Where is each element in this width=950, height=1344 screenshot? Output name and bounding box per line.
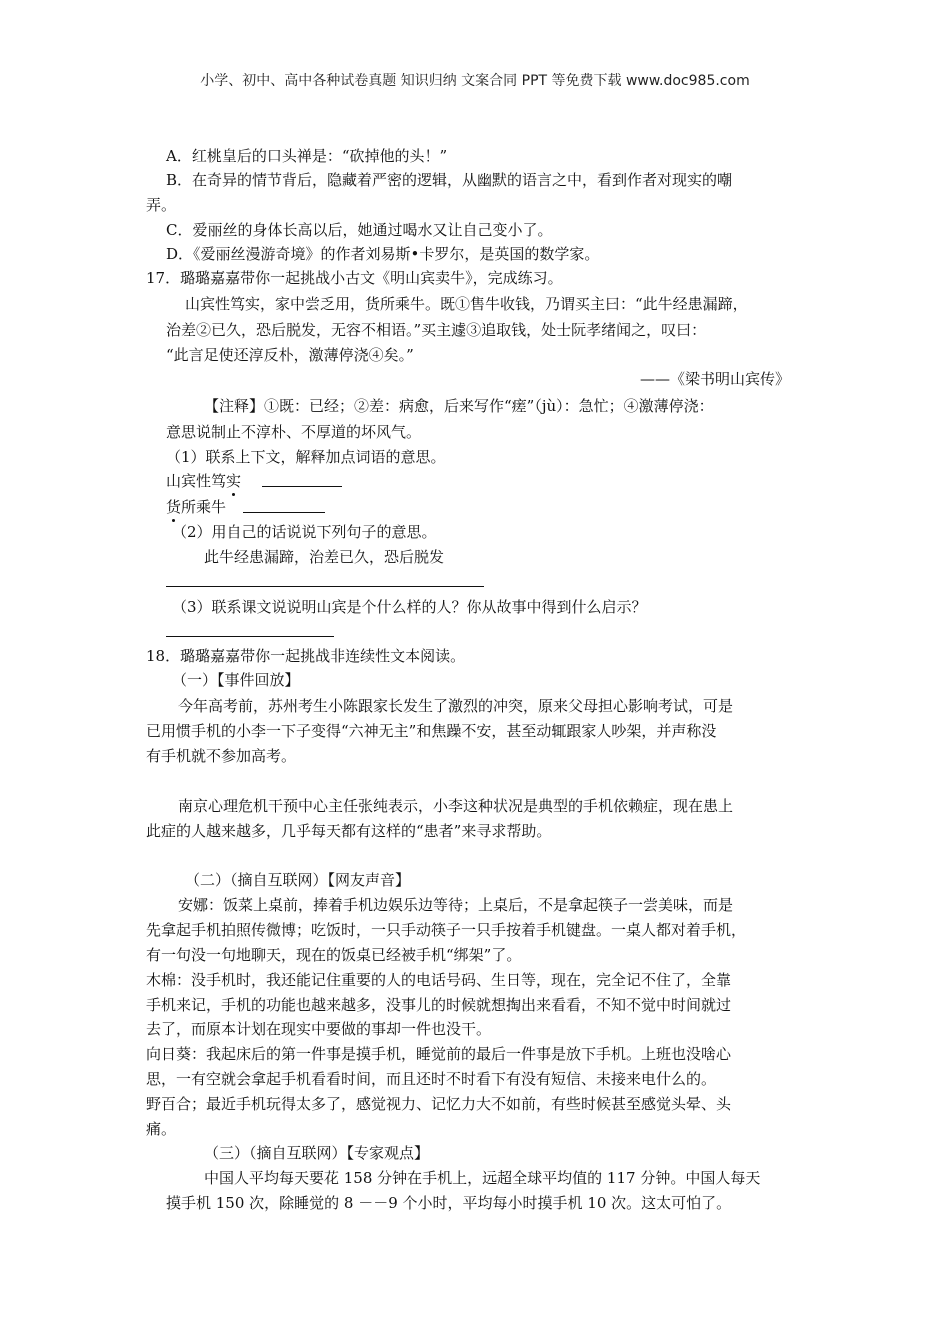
q18-s1-para2-line1: 南京心理危机干预中心主任张纯表示，小李这种状况是典型的手机依赖症，现在患上 bbox=[178, 797, 734, 815]
option-b-cont: 弄。 bbox=[146, 196, 177, 214]
q18-section-3-heading: （三）（摘自互联网）【专家观点】 bbox=[204, 1144, 430, 1162]
q17-passage-line3: “此言足使还淳反朴，激薄停浇④矣。” bbox=[166, 346, 414, 364]
q18-s3-line2: 摸手机 150 次，除睡觉的 8 －－9 个小时，平均每小时摸手机 10 次。这太可怕了。 bbox=[166, 1194, 732, 1212]
q18-s1-para1-line3: 有手机就不参加高考。 bbox=[146, 747, 297, 765]
q17-answer-line-3[interactable] bbox=[166, 586, 484, 587]
q18-sunflower-line2: 思，一有空就会拿起手机看看时间，而且还时不时看下有没有短信、未接来电什么的。 bbox=[146, 1070, 717, 1088]
page-header: 小学、初中、高中各种试卷真题 知识归纳 文案合同 PPT 等免费下载 www.doc985.com bbox=[200, 73, 750, 89]
q18-anna-line1: 安娜：饭菜上桌前，捧着手机边娱乐边等待；上桌后，不是拿起筷子一尝美味，而是 bbox=[178, 896, 734, 914]
q17-note-line1: 【注释】①既：已经；②差：病愈，后来写作“瘥”（jù）：急忙；④激薄停浇： bbox=[204, 397, 714, 415]
q18-section-2-heading: （二）（摘自互联网）【网友声音】 bbox=[185, 871, 411, 889]
q17-title: 17．璐璐嘉嘉带你一起挑战小古文《明山宾卖牛》，完成练习。 bbox=[146, 269, 563, 287]
q17-subquestion-1: （1）联系上下文，解释加点词语的意思。 bbox=[166, 448, 446, 466]
q18-lily-line2: 痛。 bbox=[146, 1120, 177, 1138]
q17-answer-line-4[interactable] bbox=[166, 636, 334, 637]
q18-anna-line3: 有一句没一句地聊天，现在的饭桌已经被手机“绑架”了。 bbox=[146, 946, 522, 964]
q18-s1-para1-line2: 已用惯手机的小李一下子变得“六神无主”和焦躁不安，甚至动辄跟家人吵架，并声称没 bbox=[146, 722, 717, 740]
q17-answer-line-2[interactable] bbox=[243, 512, 325, 513]
q17-subquestion-2: （2）用自己的话说说下列句子的意思。 bbox=[172, 523, 437, 541]
option-d: D．《爱丽丝漫游奇境》的作者刘易斯•卡罗尔，是英国的数学家。 bbox=[166, 245, 600, 263]
option-c: C．爱丽丝的身体长高以后，她通过喝水又让自己变小了。 bbox=[166, 221, 553, 239]
q17-word-2-suffix: 所乘牛 bbox=[181, 498, 227, 516]
q18-anna-line2: 先拿起手机拍照传微博；吃饭时，一只手动筷子一只手按着手机键盘。一桌人都对着手机， bbox=[146, 921, 747, 939]
q17-word-1 bbox=[166, 471, 241, 491]
q17-sentence: 此牛经患漏蹄，治差已久，恐后脱发 bbox=[204, 548, 445, 566]
q17-note-line2: 意思说制止不淳朴、不厚道的坏风气。 bbox=[166, 423, 422, 441]
q18-s1-para2-line2: 此症的人越来越多，几乎每天都有这样的“患者”来寻求帮助。 bbox=[146, 822, 552, 840]
q17-word-2-dotted: 货 bbox=[166, 498, 182, 516]
q17-word-1-dotted: 实 bbox=[226, 472, 242, 490]
q18-s1-para1-line1: 今年高考前，苏州考生小陈跟家长发生了激烈的冲突，原来父母担心影响考试，可是 bbox=[178, 697, 734, 715]
q17-word-2 bbox=[166, 497, 226, 517]
q17-word-1-prefix: 山宾性笃 bbox=[166, 472, 227, 490]
q17-passage-line1: 山宾性笃实，家中尝乏用，货所乘牛。既①售牛收钱，乃谓买主曰：“此牛经患漏蹄， bbox=[185, 295, 748, 313]
q17-subquestion-3: （3）联系课文说说明山宾是个什么样的人？你从故事中得到什么启示？ bbox=[172, 598, 647, 616]
q18-title: 18．璐璐嘉嘉带你一起挑战非连续性文本阅读。 bbox=[146, 647, 466, 665]
q18-s3-line1: 中国人平均每天要花 158 分钟在手机上，远超全球平均值的 117 分钟。中国人每天 bbox=[204, 1169, 761, 1187]
option-b: B．在奇异的情节背后，隐藏着严密的逻辑，从幽默的语言之中，看到作者对现实的嘲 bbox=[166, 171, 733, 189]
option-a: A．红桃皇后的口头禅是：“砍掉他的头！” bbox=[166, 147, 448, 165]
q17-answer-line-1[interactable] bbox=[262, 486, 342, 487]
q18-mumian-line1: 木棉：没手机时，我还能记住重要的人的电话号码、生日等，现在，完全记不住了，全靠 bbox=[146, 971, 732, 989]
q18-mumian-line3: 去了，而原本计划在现实中要做的事却一件也没干。 bbox=[146, 1020, 492, 1038]
q17-source: ——《梁书明山宾传》 bbox=[640, 370, 791, 388]
q18-section-1-heading: （一）【事件回放】 bbox=[172, 671, 300, 689]
q18-mumian-line2: 手机来记，手机的功能也越来越多，没事儿的时候就想掏出来看看，不知不觉中时间就过 bbox=[146, 996, 732, 1014]
q18-sunflower-line1: 向日葵：我起床后的第一件事是摸手机，睡觉前的最后一件事是放下手机。上班也没啥心 bbox=[146, 1045, 732, 1063]
q17-passage-line2: 治差②已久，恐后脱发，无容不相语。”买主遽③追取钱，处士阮孝绪闻之，叹曰： bbox=[166, 321, 707, 339]
q18-lily-line1: 野百合；最近手机玩得太多了，感觉视力、记忆力大不如前，有些时候甚至感觉头晕、头 bbox=[146, 1095, 732, 1113]
